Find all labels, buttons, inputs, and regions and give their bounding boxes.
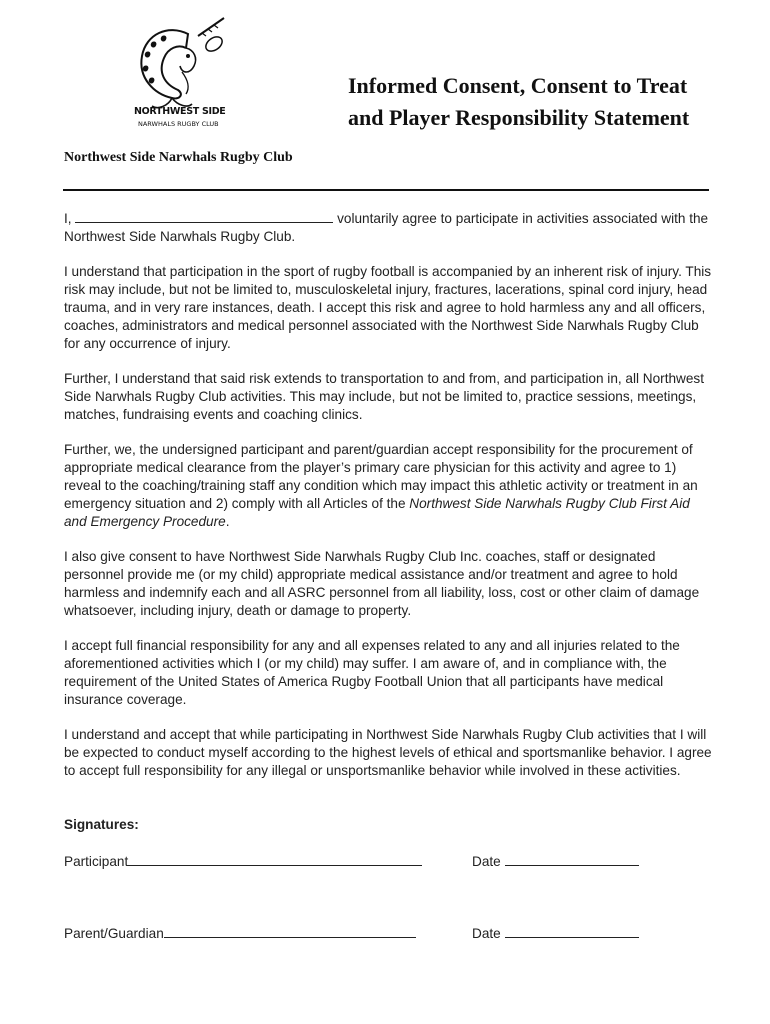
- paragraph-4: [64, 441, 714, 531]
- date-label: Date: [472, 854, 505, 869]
- header-divider: [63, 189, 709, 191]
- parent-signature-row: [64, 925, 704, 941]
- paragraph-6: I accept full financial responsibility for any and all expenses related to any and all injuries related to the aforementioned activities which I (or my child) may suffer. I am aware of, and in compliance with, the requirement of the United States of America Rugby Football Union that all participants have medical insurance coverage.: [64, 638, 680, 707]
- parent-label: Parent/Guardian: [64, 926, 164, 941]
- parent-signature-field[interactable]: [164, 925, 416, 938]
- title-line-2: and Player Responsibility Statement: [348, 105, 690, 130]
- paragraph-5: I also give consent to have Northwest Side Narwhals Rugby Club Inc. coaches, staff or designated personnel provide me (or my child) appropriate medical assistance and/or treatment and agree to hold harmless and indemnify each and all ASRC personnel from all liability, loss, cost or other claim of damage whatsoever, including injury, death or damage to property.: [64, 549, 700, 618]
- p1-prefix: I,: [64, 211, 76, 226]
- signatures-heading: Signatures:: [64, 817, 139, 832]
- club-name: Northwest Side Narwhals Rugby Club: [64, 150, 293, 165]
- logo-text-line1: NORTHWEST SIDE: [134, 106, 226, 117]
- title-line-1: Informed Consent, Consent to Treat: [348, 73, 688, 98]
- consent-body: [64, 210, 714, 797]
- paragraph-3: Further, I understand that said risk extends to transportation to and from, and participation in, all Northwest Side Narwhals Rugby Club activities. This may include, but not be limited to, practice sessions, meetings, matches, fundraising events and coaching clinics.: [64, 371, 705, 422]
- p4-procedure-title: Northwest Side Narwhals Rugby Club First Aid and Emergency Procedure: [64, 496, 690, 529]
- participant-date: [472, 853, 639, 869]
- p4-end: .: [225, 514, 230, 529]
- participant-name-field[interactable]: [75, 210, 333, 223]
- parent-date-field[interactable]: [505, 925, 639, 938]
- participant-signature-row: [64, 853, 704, 869]
- paragraph-2: I understand that participation in the sport of rugby football is accompanied by an inherent risk of injury. This risk may include, but not be limited to, musculoskeletal injury, fractures, lacerations, spinal cord injury, head trauma, and in very rare instances, death. I accept this risk and agree to hold harmless any and all officers, coaches, administrators and medical personnel associated with the Northwest Side Narwhals Rugby Club for any occurrence of injury.: [64, 264, 712, 351]
- p4-text: Further, we, the undersigned participant and parent/guardian accept responsibility for the procurement of appropriate medical clearance from the player’s primary care physician for this activity and agree to 1) reveal to the coaching/training staff any condition which may impact this athletic activity or treatment in an emergency situation and 2) comply with all Articles of the: [64, 442, 698, 511]
- logo-text-line2: NARWHALS RUGBY CLUB: [138, 120, 219, 128]
- date-label: Date: [472, 926, 505, 941]
- participant-signature-field[interactable]: [128, 853, 422, 866]
- participant-date-field[interactable]: [505, 853, 639, 866]
- participant-label: Participant: [64, 854, 129, 869]
- club-logo: [128, 14, 240, 134]
- paragraph-7: I understand and accept that while participating in Northwest Side Narwhals Rugby Club activities that I will be expected to conduct myself according to the highest levels of ethical and sportsmanlike behavior. I agree to accept full responsibility for any illegal or unsportsmanlike behavior while involved in these activities.: [64, 727, 712, 778]
- page-title: [348, 70, 758, 134]
- p1-text: voluntarily agree to participate in activities associated with the Northwest Side Narwhals Rugby Club.: [64, 211, 709, 244]
- parent-date: [472, 925, 639, 941]
- paragraph-1: [64, 210, 714, 246]
